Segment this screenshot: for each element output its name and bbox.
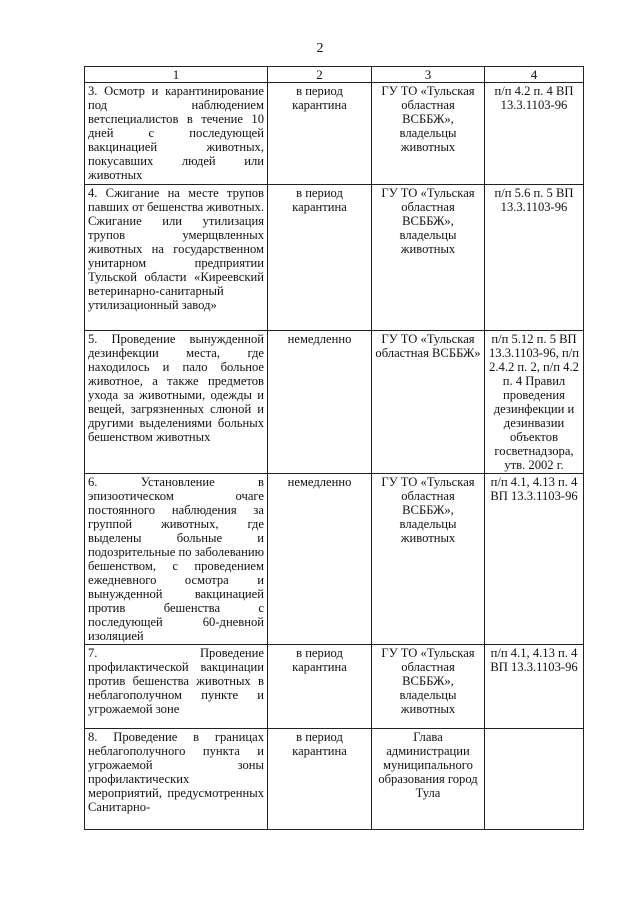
responsible-cell: ГУ ТО «Тульская областная ВСББЖ», владельцы животных (372, 474, 485, 645)
table-row (85, 331, 584, 474)
basis-cell: п/п 4.1, 4.13 п. 4 ВП 13.3.1103-96 (485, 474, 584, 645)
measure-cell: 6. Установление в эпизоотическом очаге постоянного наблюдения за группой животных, где выделены больные и подозрительные по заболеванию бешенством, с проведением ежедневного осмотра и вынужденной вакцинацией против бешенства с последующей 60-дневной изоляцией (85, 474, 268, 645)
page-number: 2 (316, 41, 324, 56)
basis-cell: п/п 5.12 п. 5 ВП 13.3.1103-96, п/п 2.4.2 п. 2, п/п 4.2 п. 4 Правил проведения дезинфекции и дезинвазии объектов госветнадзора, утв. 2002 г. (485, 331, 584, 474)
responsible-cell: ГУ ТО «Тульская областная ВСББЖ» (372, 331, 485, 474)
responsible-cell: ГУ ТО «Тульская областная ВСББЖ», владельцы животных (372, 185, 485, 331)
period-cell: в период карантина (268, 729, 372, 830)
table-row (85, 474, 584, 645)
measure-cell: 5. Проведение вынужденной дезинфекции места, где находилось и пало больное животное, а также предметов ухода за животными, одежды и вещей, загрязненных слюной и другими выделениями больных бешенством животных (85, 331, 268, 474)
period-cell: немедленно (268, 331, 372, 474)
period-cell: в период карантина (268, 645, 372, 729)
basis-cell (485, 729, 584, 830)
measure-cell: 3. Осмотр и карантинирование под наблюдением ветспециалистов в течение 10 дней с последующей вакцинацией животных, покусавших людей или животных (85, 83, 268, 185)
table-row (85, 729, 584, 830)
responsible-cell: ГУ ТО «Тульская областная ВСББЖ», владельцы животных (372, 83, 485, 185)
header-cell-2: 2 (268, 67, 372, 83)
measures-table (84, 66, 584, 830)
responsible-cell: ГУ ТО «Тульская областная ВСББЖ», владельцы животных (372, 645, 485, 729)
period-cell: в период карантина (268, 185, 372, 331)
responsible-cell: Глава администрации муниципального образования город Тула (372, 729, 485, 830)
measure-cell: 8. Проведение в границах неблагополучного пункта и угрожаемой зоны профилактических мероприятий, предусмотренных Санитарно- (85, 729, 268, 830)
basis-cell: п/п 4.1, 4.13 п. 4 ВП 13.3.1103-96 (485, 645, 584, 729)
table-row (85, 645, 584, 729)
header-cell-4: 4 (485, 67, 584, 83)
period-cell: в период карантина (268, 83, 372, 185)
period-cell: немедленно (268, 474, 372, 645)
measure-cell: 7. Проведение профилактической вакцинации против бешенства животных в неблагополучном пункте и угрожаемой зоне (85, 645, 268, 729)
table-header-row (85, 67, 584, 83)
table-row (85, 185, 584, 331)
basis-cell: п/п 4.2 п. 4 ВП 13.3.1103-96 (485, 83, 584, 185)
basis-cell: п/п 5.6 п. 5 ВП 13.3.1103-96 (485, 185, 584, 331)
table-row (85, 83, 584, 185)
header-cell-1: 1 (85, 67, 268, 83)
header-cell-3: 3 (372, 67, 485, 83)
measure-cell: 4. Сжигание на месте трупов павших от бешенства животных. Сжигание или утилизация трупов умерщвленных животных на государственном унитарном предприятии Тульской области «Киреевский ветеринарно-санитарный утилизационный завод» (85, 185, 268, 331)
